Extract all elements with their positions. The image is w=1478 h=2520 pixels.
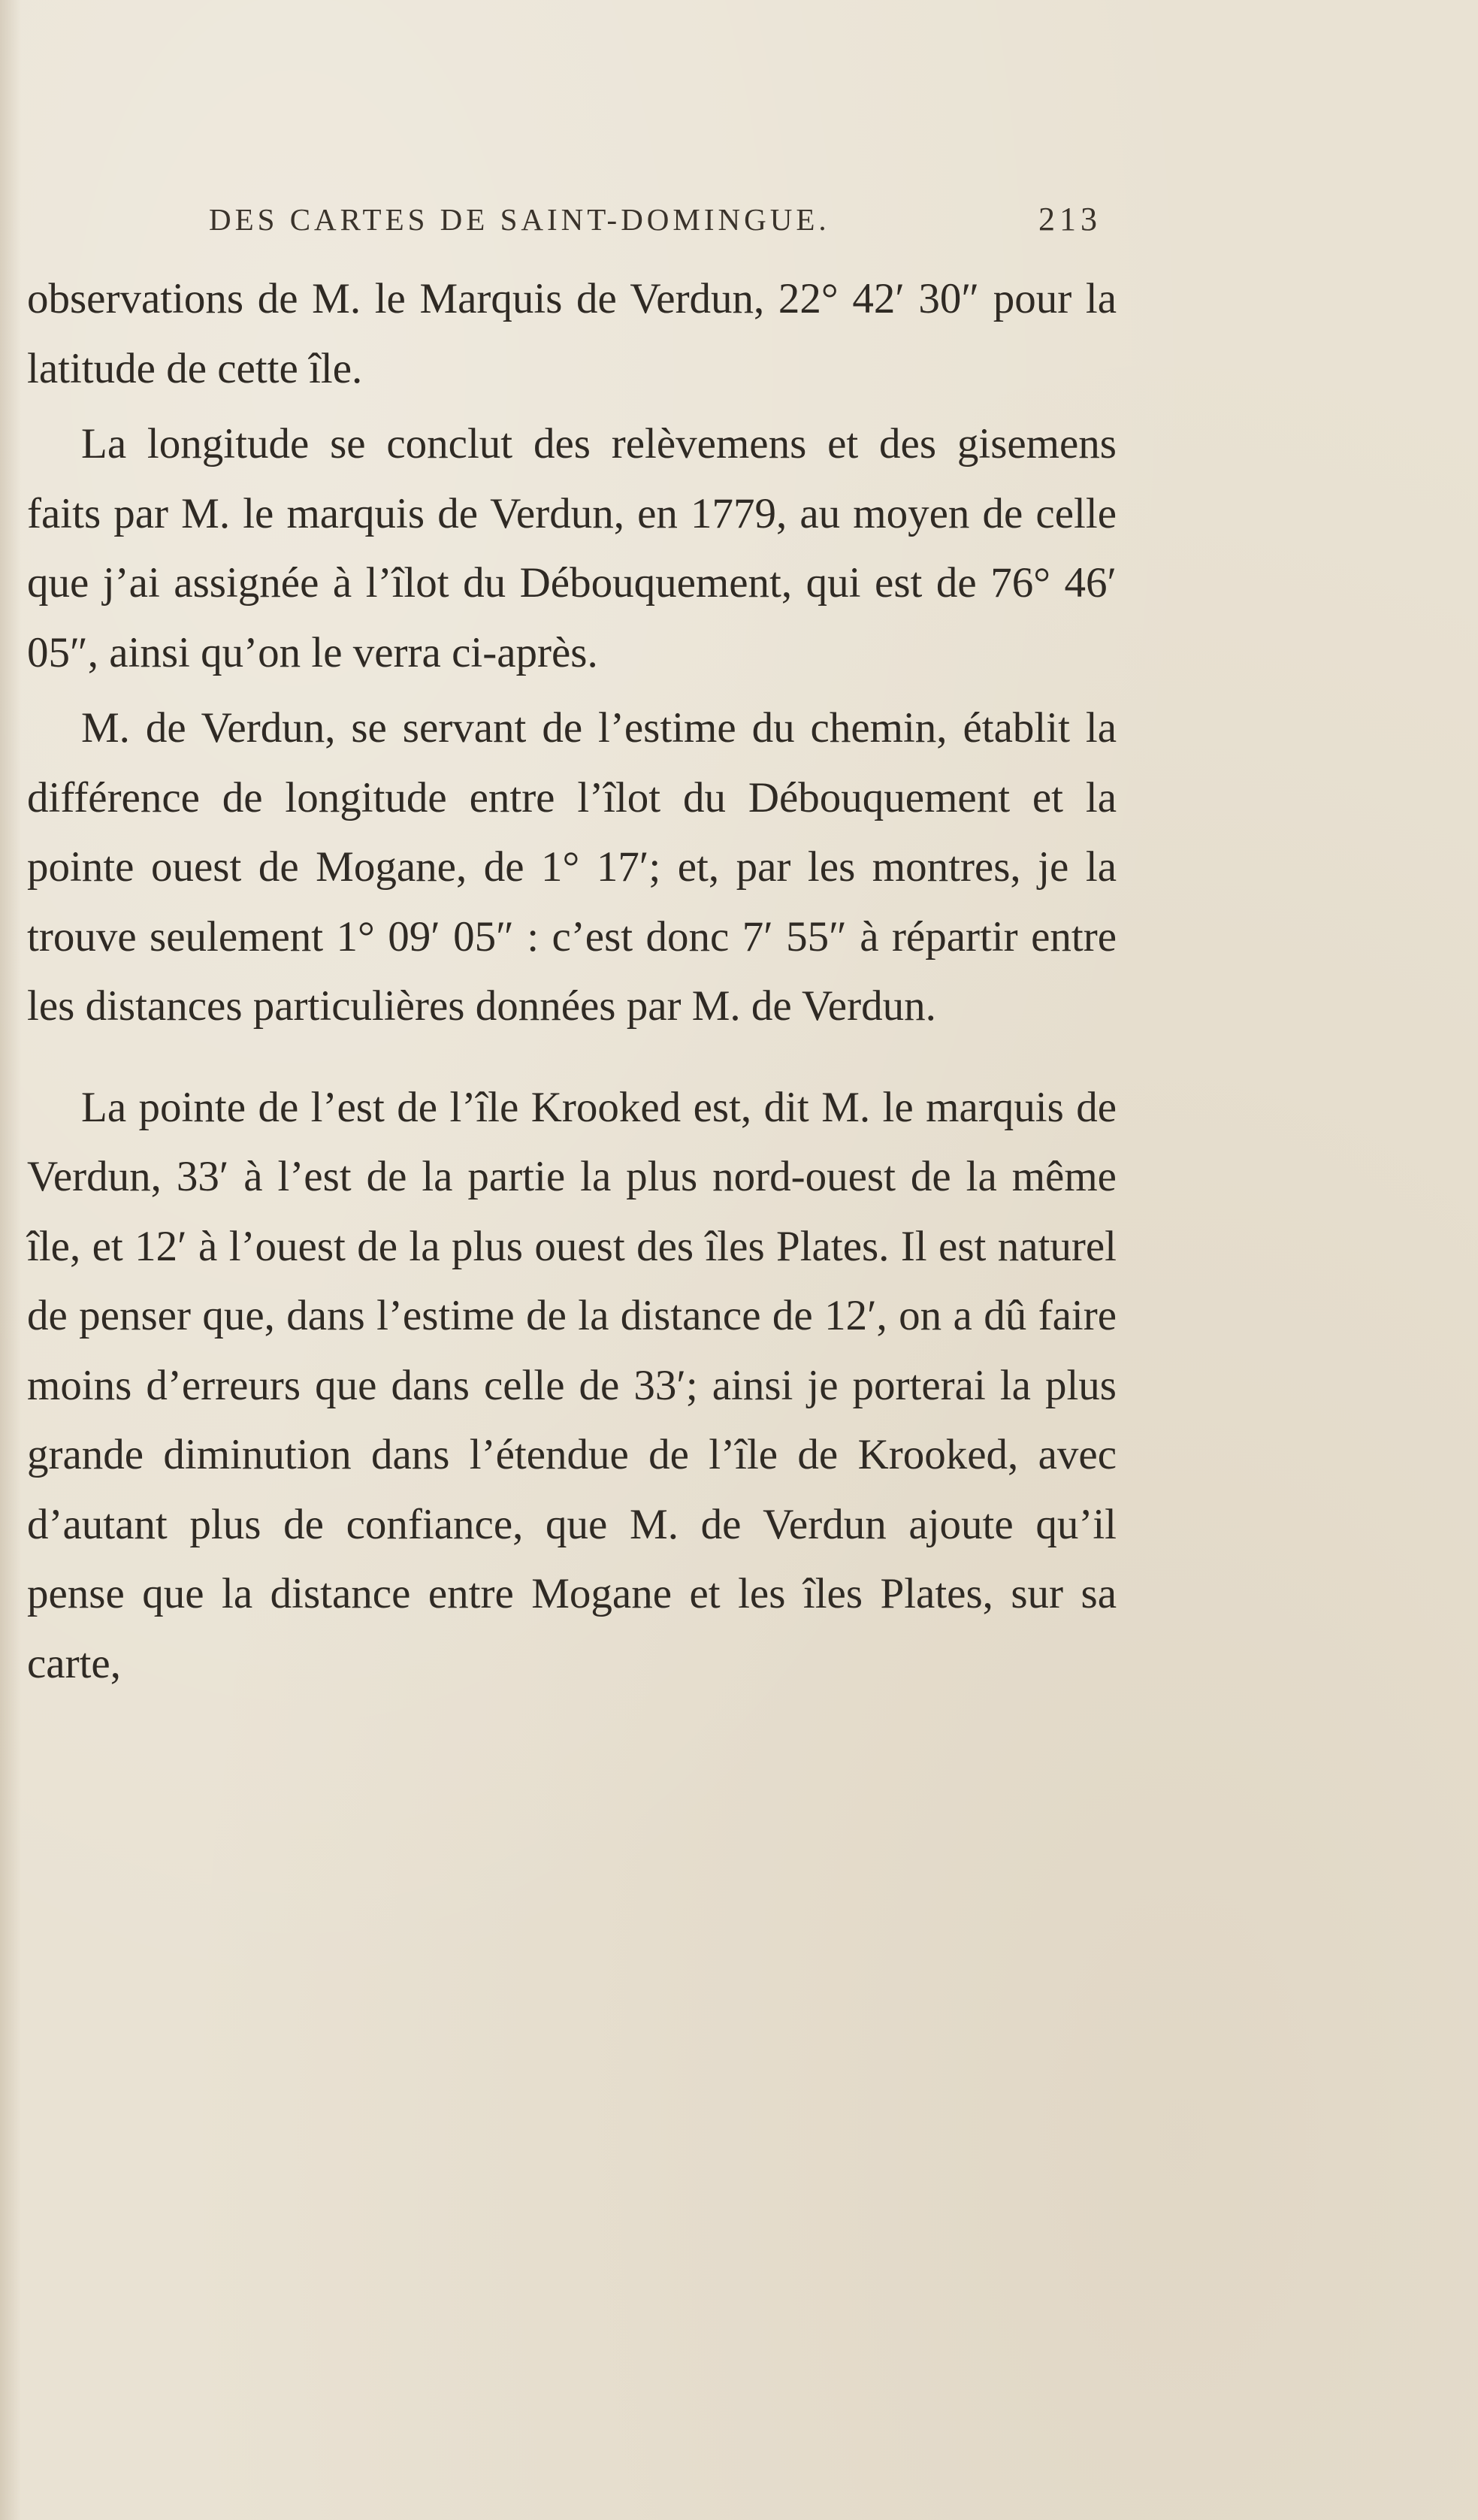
paragraph-krooked-island: La pointe de l’est de l’île Krooked est, dit M. le marquis de Verdun, 33′ à l’est de la partie la plus nord-ouest de la même île, et 12′ à l’ouest de la plus ouest des îles Plates. Il est naturel de penser que, dans l’estime de la distance de 12′, on a dû faire moins d’erreurs que dans celle de 33′; ainsi je porterai la plus grande diminution dans l’étendue de l’île de Krooked, avec d’autant plus de confiance, que M. de Verdun ajoute qu’il pense que la distance entre Mogane et les îles Plates, sur sa carte, xyxy=(27,1083,1117,1687)
running-title: DES CARTES DE SAINT-DOMINGUE. xyxy=(209,202,830,237)
page-gutter-shadow xyxy=(0,0,21,2520)
body-text xyxy=(27,265,1117,1699)
paragraph-verdun-estimate: M. de Verdun, se servant de l’estime du chemin, établit la différence de longitude entre l’îlot du Débouquement et la pointe ouest de Mogane, de 1° 17′; et, par les montres, je la trouve seulement 1° 09′ 05″ : c’est donc 7′ 55″ à répartir entre les distances particulières données par M. de Verdun. xyxy=(27,704,1117,1030)
page-number: 213 xyxy=(1038,201,1102,237)
paragraph-continuation: observations de M. le Marquis de Verdun, 22° 42′ 30″ pour la latitude de cette île. xyxy=(27,275,1117,392)
paragraph-longitude: La longitude se conclut des relèvemens et des gisemens faits par M. le marquis de Verdun, en 1779, au moyen de celle que j’ai assignée à l’îlot du Débouquement, qui est de 76° 46′ 05″, ainsi qu’on le verra ci-après. xyxy=(27,420,1117,676)
